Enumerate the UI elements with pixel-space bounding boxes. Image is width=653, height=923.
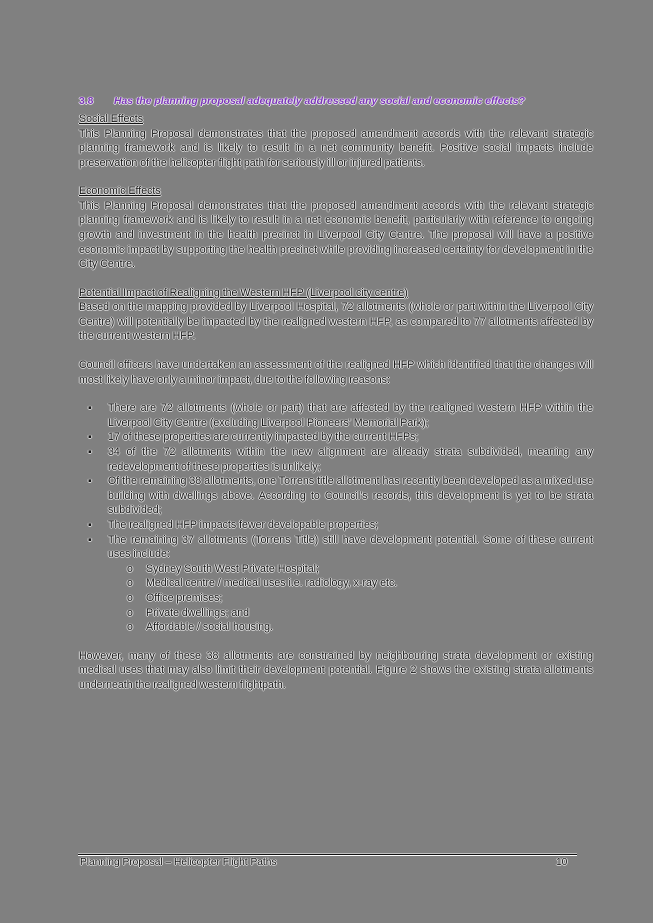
list-item-text: Of the remaining 38 allotments, one Torrens title allotment has recently been developed as a mixed-use building with dwellings above. According to Council's records, this development is yet to be strata subdivided; (108, 475, 593, 517)
sub-list-item-text: Private dwellings; and (146, 606, 250, 619)
circle-bullet-icon: o (127, 562, 133, 575)
current-uses-list (108, 562, 593, 635)
sub-list-item-text: Affordable / social housing. (146, 621, 274, 634)
list-item-text: There are 72 allotments (whole or part) that are affected by the realigned western HFP within the Liverpool City Centre (excluding Liverpool Pioneers' Memorial Park); (108, 402, 593, 429)
list-item-text: The remaining 37 allotments (Torrens Title) still have development potential. Some of these current uses include: (108, 533, 593, 561)
bullet-icon: ▪ (88, 431, 92, 444)
list-item (79, 533, 593, 635)
circle-bullet-icon: o (127, 577, 133, 590)
page-number: 10 (556, 857, 568, 868)
list-item (79, 430, 593, 445)
list-item (79, 474, 593, 518)
section-heading (79, 94, 593, 109)
circle-bullet-icon: o (127, 591, 133, 604)
social-effects-title: Social Effects (79, 113, 143, 125)
economic-effects-body: This Planning Proposal demonstrates that the proposed amendment accords with the relevant strategic planning framework and is likely to result in a net economic benefit, particularly with reference to ongoing growth and investment in the health precinct in Liverpool City Centre. The proposal will have a positive economic impact by supporting the health precinct while providing increased certainty for development in the City Centre. (79, 199, 593, 271)
bullet-icon: ▪ (88, 475, 92, 488)
circle-bullet-icon: o (127, 621, 133, 634)
bullet-icon: ▪ (88, 402, 92, 415)
sub-list-item (108, 620, 593, 635)
impact-body: Based on the mapping provided by Liverpool Hospital, 72 allotments (whole or part within the Liverpool City Centre) will potentially be impacted by the realigned western HFP, as compared to 77 allotments affected by the current western HFP. (79, 301, 593, 343)
list-item (79, 445, 593, 474)
bullet-icon: ▪ (88, 533, 92, 546)
footer-title: Planning Proposal – Helicopter Flight Paths (80, 857, 277, 868)
social-effects-section (79, 112, 593, 170)
bullet-icon: ▪ (88, 518, 92, 531)
section-number: 3.8 (79, 96, 94, 107)
economic-effects-title: Economic Effects (79, 185, 161, 198)
list-item-text: The realigned HFP impacts fewer developable properties; (108, 518, 379, 531)
document-page (79, 94, 593, 693)
assessment-paragraph: Council officers have undertaken an assessment of the realigned HFP which identified that the changes will most likely have only a minor impact, due to the following reasons: (79, 359, 593, 386)
reasons-list (79, 401, 593, 635)
section-question: Has the planning proposal adequately addressed any social and economic effects? (114, 96, 525, 107)
impact-section (79, 286, 593, 344)
impact-title: Potential Impact of Realigning the Western HFP (Liverpool city centre) (79, 286, 408, 299)
list-item-text: 34 of the 72 allotments within the new alignment are already strata subdivided, meaning any redevelopment of these properties is unlikely; (108, 446, 593, 473)
sub-list-item-text: Sydney South West Private Hospital; (146, 562, 319, 575)
economic-effects-section (79, 184, 593, 271)
list-item (79, 518, 593, 533)
sub-list-item (108, 562, 593, 577)
social-effects-body: This Planning Proposal demonstrates that the proposed amendment accords with the relevant strategic planning framework and is likely to result in a net community benefit. Positive social impacts include preservation of the helicopter flight path for seriously ill or injured patients. (79, 127, 593, 169)
sub-list-item-text: Medical centre / medical uses i.e. radiology, x-ray etc. (146, 577, 398, 590)
bullet-icon: ▪ (88, 446, 92, 458)
conclusion-paragraph: However, many of these 38 allotments are constrained by neighbouring strata development or existing medical uses that may also limit their development potential. Figure 2 shows the existing strata allotments underneath the realigned western flightpath. (79, 649, 593, 691)
sub-list-item (108, 576, 593, 591)
sub-list-item (108, 606, 593, 621)
footer-divider (78, 854, 577, 855)
sub-list-item (108, 591, 593, 606)
sub-list-item-text: Office premises; (146, 591, 223, 604)
circle-bullet-icon: o (127, 606, 133, 619)
list-item (79, 401, 593, 430)
list-item-text: 17 of these properties are currently impacted by the current HFPs; (108, 431, 419, 444)
